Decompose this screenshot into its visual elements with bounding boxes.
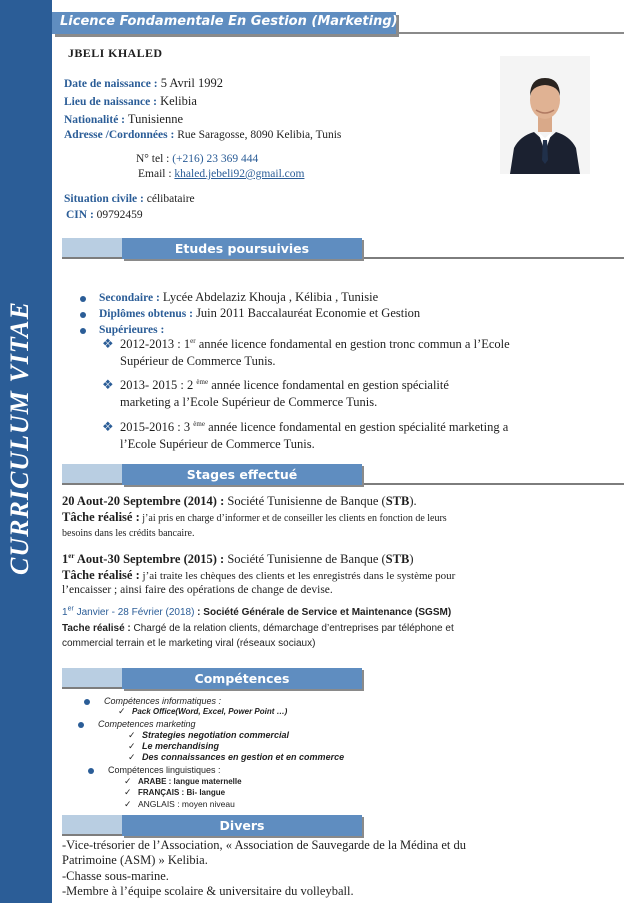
civil-value: célibataire: [143, 193, 195, 205]
check-icon: ✓: [124, 777, 132, 787]
bullet-dot-icon: [88, 768, 94, 774]
address-value: Rue Saragosse, 8090 Kelibia, Tunis: [174, 129, 342, 141]
address-row: [64, 129, 341, 141]
birth-date-label: Date de naissance :: [64, 78, 158, 90]
stage-1-task: Tâche réalisé : j’ai pris en charge d’informer et de conseiller les clients en fonction de leurs: [62, 510, 447, 524]
comp-marketing-item-3: ✓ Des connaissances en gestion et en commerce: [128, 752, 345, 763]
civil-row: [64, 193, 195, 205]
birth-date-value: 5 Avril 1992: [157, 76, 223, 90]
divers-line-3: -Chasse sous-marine.: [62, 869, 169, 883]
section-divers-title: Divers: [122, 815, 362, 836]
section-divers: [62, 815, 362, 836]
secondaire-value: Lycée Abdelaziz Khouja , Kélibia , Tunisie: [159, 290, 379, 304]
stage-2-task: Tâche réalisé : j’ai traite les chèques des clients et les enregistrés dans le système pour: [62, 568, 456, 582]
email-link[interactable]: khaled.jebeli92@gmail.com: [174, 168, 305, 180]
bullet-dot-icon: [80, 328, 86, 334]
phone-value[interactable]: (+216) 23 369 444: [172, 153, 259, 165]
nationality-value: Tunisienne: [125, 112, 184, 126]
check-icon: ✓: [118, 707, 126, 717]
diamond-icon: ❖: [102, 378, 114, 393]
stage-3-task-cont: commercial terrain et le marketing viral (réseaux sociaux): [62, 638, 316, 649]
nationality-row: [64, 112, 183, 127]
comp-info-title: Compétences informatiques :: [84, 696, 221, 706]
section-etudes-title: Etudes poursuivies: [122, 238, 362, 259]
stage-1-heading: 20 Aout-20 Septembre (2014) : Société Tunisienne de Banque (STB).: [62, 494, 417, 508]
nationality-label: Nationalité :: [64, 114, 126, 126]
sidebar-title: CURRICULUM VITAE: [5, 301, 34, 575]
comp-marketing-item-1: ✓ Strategies negotiation commercial: [128, 730, 290, 741]
comp-ling-item-3: ✓ ANGLAIS : moyen niveau: [124, 799, 235, 810]
phone-label: N° tel :: [136, 153, 173, 165]
birth-place-row: [64, 94, 197, 109]
civil-label: Situation civile :: [64, 193, 144, 205]
address-label: Adresse /Cordonnées :: [64, 129, 175, 141]
cin-row: [66, 209, 143, 221]
title-divider: [396, 32, 624, 34]
check-icon: ✓: [124, 800, 132, 810]
profile-photo: [500, 56, 590, 174]
divers-line-4: -Membre à l’équipe scolaire & universitaire du volleyball.: [62, 884, 354, 898]
cin-value: 09792459: [93, 209, 143, 221]
diplomes-value: Juin 2011 Baccalauréat Economie et Gestion: [192, 306, 421, 320]
birth-place-value: Kelibia: [156, 94, 197, 108]
cin-label: CIN :: [66, 209, 94, 221]
diplomes-label: Diplômes obtenus :: [99, 308, 193, 320]
section-stages-title: Stages effectué: [122, 464, 362, 485]
secondaire-label: Secondaire :: [99, 292, 160, 304]
check-icon: ✓: [124, 788, 132, 798]
diamond-icon: ❖: [102, 337, 114, 352]
divers-line-2: Patrimoine (ASM) » Kelibia.: [62, 853, 208, 867]
section-competences: [62, 668, 362, 689]
check-icon: ✓: [128, 742, 136, 752]
portrait-icon: [500, 56, 590, 174]
stage-2-heading: 1er Aout-30 Septembre (2015) : Société Tunisienne de Banque (STB): [62, 551, 414, 566]
email-label: Email :: [138, 168, 175, 180]
sidebar: [0, 0, 52, 903]
check-icon: ✓: [128, 753, 136, 763]
check-icon: ✓: [128, 731, 136, 741]
birth-place-label: Lieu de naissance :: [64, 96, 157, 108]
candidate-name: JBELI KHALED: [68, 46, 163, 60]
section-etudes: [62, 238, 624, 259]
cv-title: Licence Fondamentale En Gestion (Marketing): [60, 14, 398, 29]
stage-1-task-cont: besoins dans les crédits bancaire.: [62, 528, 195, 539]
bullet-dot-icon: [80, 296, 86, 302]
section-stages: [62, 464, 624, 485]
stage-2-task-cont: l’encaisser ; ainsi faire des opérations de change de devise.: [62, 584, 333, 596]
stage-3-task: Tache réalisé : Chargé de la relation clients, démarchage d’entreprises par téléphone et: [62, 623, 454, 634]
diamond-icon: ❖: [102, 420, 114, 435]
email-row: [138, 168, 304, 180]
bullet-dot-icon: [84, 699, 90, 705]
phone-row: [136, 153, 258, 165]
bullet-dot-icon: [78, 722, 84, 728]
comp-ling-item-1: ✓ ARABE : langue maternelle: [124, 777, 242, 787]
birth-date-row: [64, 76, 223, 91]
stage-3-heading: 1er Janvier - 28 Février (2018) : Société Générale de Service et Maintenance (SGSM): [62, 605, 452, 618]
comp-ling-title: Compétences linguistiques :: [88, 765, 221, 775]
comp-marketing-item-2: ✓ Le merchandising: [128, 741, 220, 752]
comp-ling-item-2: ✓ FRANÇAIS : Bi- langue: [124, 788, 226, 798]
cv-title-bar: [52, 12, 396, 34]
comp-info-item: ✓ Pack Office(Word, Excel, Power Point …): [118, 707, 288, 717]
section-competences-title: Compétences: [122, 668, 362, 689]
bullet-dot-icon: [80, 312, 86, 318]
divers-line-1: -Vice-trésorier de l’Association, « Association de Sauvegarde de la Médina et du: [62, 838, 466, 852]
comp-marketing-title: Competences marketing: [78, 719, 196, 729]
superieures-label: Supérieures :: [99, 324, 165, 336]
